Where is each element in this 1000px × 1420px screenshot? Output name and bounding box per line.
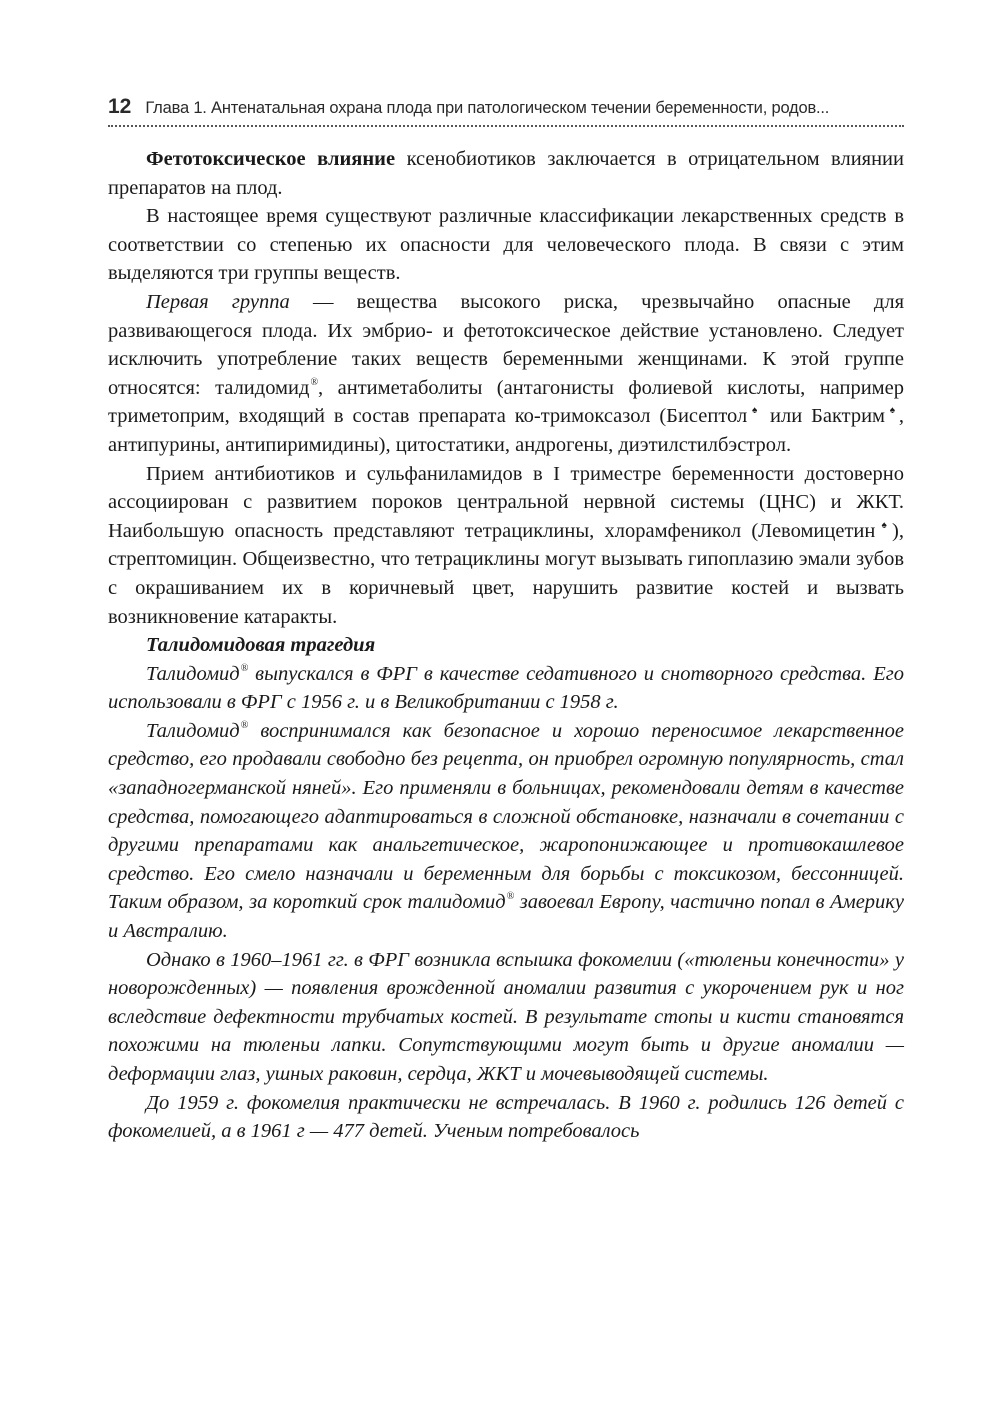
paragraph-antibiotics [108,460,904,632]
paragraph-text: завоевал Европу, частично попал в Америку и Австралию. [108,891,904,943]
section-subheading: Талидомидовая трагедия [146,634,376,657]
paragraph-text: Талидомид [146,662,240,685]
paragraph-classifications [108,202,904,288]
paragraph-phocomelia-stats [108,1089,904,1146]
brand-mark: ♠ [876,519,893,531]
paragraph-text: , антипурины, антипиримидины), цитостатики, андрогены, диэтилстилбэстрол. [108,405,905,456]
paragraph-text: Талидомид [146,719,240,742]
registered-mark: ® [506,891,515,903]
paragraph-text: выпускался в ФРГ в качестве седативного и снотворного средства. Его использовали в ФРГ с 1956 г. и в Великобритании с 1958 г. [108,662,904,714]
running-head [108,96,904,119]
registered-mark: ® [240,719,249,731]
page-number: 12 [108,96,132,118]
brand-mark: ♠ [886,405,899,417]
paragraph-text: ), стрептомицин. Общеизвестно, что тетрациклины могут вызывать гипоплазию эмали зубов с окрашиванием их в коричневый цвет, нарушить развитие костей и вызвать возникновение катаракты. [108,519,904,628]
paragraph-text: , антиметаболиты (антагонисты фолиевой кислоты, например триметоприм, входящий в состав препарата ко-тримоксазол (Бисептол [108,376,905,428]
term-fetotoxic: Фетотоксическое влияние [146,148,396,170]
paragraph-text: — вещества высокого риска, чрезвычайно опасные для развивающегося плода. Их эмбрио- и фетотоксическое действие установлено. Следует исключить употребление таких веществ беременными женщинами. К этой группе относятся: талидомид [108,290,904,399]
body-text [108,145,904,1146]
page [108,96,904,1146]
paragraph-text: До 1959 г. фокомелия практически не встречалась. В 1960 г. родились 126 детей с фокомелией, а в 1961 г — 477 детей. Ученым потребовалось [108,1091,904,1143]
chapter-title: Глава 1. Антенатальная охрана плода при патологическом течении беременности, родов... [145,99,830,117]
thalidomide-section [108,660,904,1146]
paragraph-text: или Бактрим [761,405,886,428]
paragraph-text: воспринимался как безопасное и хорошо переносимое лекарственное средство, его продавали свободно без рецепта, он приобрел огромную популярность, стал «западногерманской няней». Его применяли в больницах, рекомендовали детям в качестве средства, помогающего адаптироваться в сложной обстановке, назначали в сочетании с другими препаратами как анальгетическое, жаропонижающее и противокашлевое средство. Его смело назначали и беременным для борьбы с токсикозом, бессонницей. Таким образом, за короткий срок талидомид [108,719,904,914]
registered-mark: ® [240,662,249,674]
brand-mark: ♠ [748,405,762,417]
paragraph-text: Однако в 1960–1961 гг. в ФРГ возникла вспышка фокомелии («тюленьи конечности» у новорожденных) — появления врожденной аномалии развития с укорочением рук и ног вследствие дефектности трубчатых костей. В результате стопы и кисти становятся похожими на тюленьи лапки. Сопутствующими могут быть и другие аномалии — деформации глаз, ушных раковин, сердца, ЖКТ и мочевыводящей системы. [108,948,904,1085]
paragraph-text: В настоящее время существуют различные классификации лекарственных средств в соответствии со степенью их опасности для человеческого плода. В связи с этим выделяются три группы веществ. [108,205,904,285]
header-divider [108,125,904,127]
paragraph-fetotoxic [108,145,904,202]
registered-mark: ® [310,376,319,388]
paragraph-thalidomide-popularity [108,717,904,946]
paragraph-text: Прием антибиотиков и сульфаниламидов в I триместре беременности достоверно ассоциирован с развитием пороков центральной нервной системы (ЦНС) и ЖКТ. Наибольшую опасность представляют тетрациклины, хлорамфеникол (Левомицетин [108,462,904,542]
paragraph-thalidomide-release [108,660,904,717]
paragraph-text: ксенобиотиков заключается в отрицательном влиянии препаратов на плод. [108,148,904,199]
paragraph-phocomelia-outbreak [108,946,904,1089]
paragraph-first-group [108,288,904,460]
first-group-lead: Первая группа [146,290,290,313]
